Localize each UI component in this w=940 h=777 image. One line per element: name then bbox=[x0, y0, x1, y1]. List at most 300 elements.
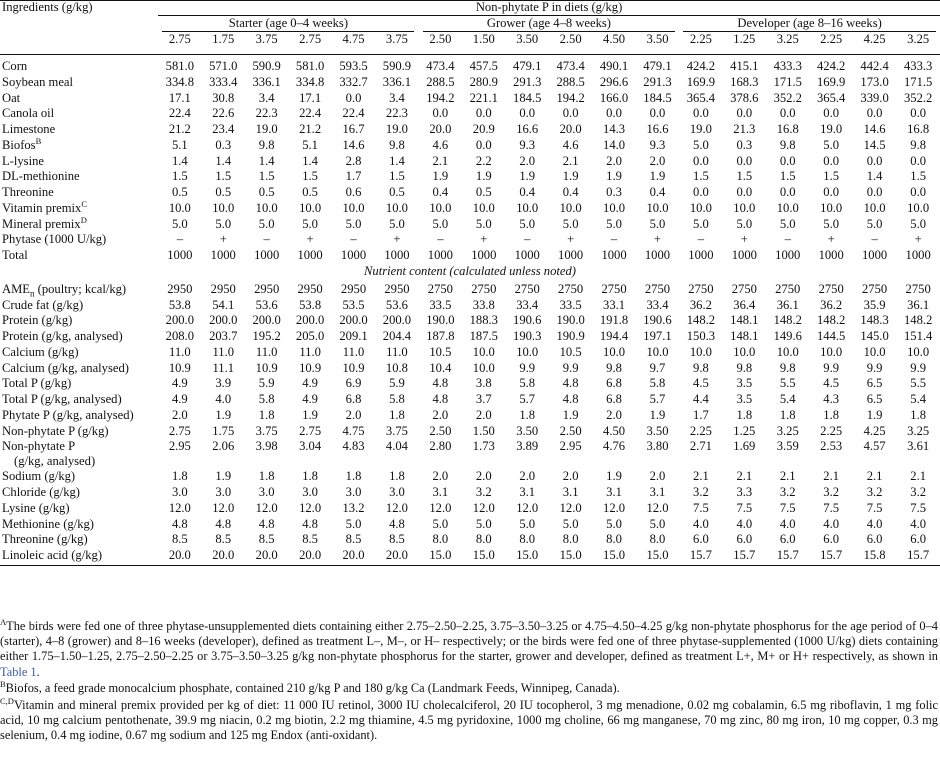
cell-9: 2.0 bbox=[562, 469, 579, 484]
cell-1: 3.9 bbox=[215, 376, 232, 391]
cell-10: 1.9 bbox=[606, 469, 622, 484]
footnote-a-text: The birds were fed one of three phytase-unsupplemented diets containing either 2.75–2.50–2.25, 3.75–3.50–3.25 or 4.75–4.50–4.25 g/kg non-phytate phosphorus for the age period of 0–4 (starter), 4–8 (grower) and 8–16 weeks (developer), defined as treatment L–, M–, or H– respectively; or the birds were fed one of three phytase-supplemented (1000 U/kg) diets containing either 1.75–1.50–1.25, 2.75–2.50–2.25 or 3.75–3.50–3.25 g/kg non-phytate phosphorus for the starter, grower and developer, defined as treatment L+, M+ or H+ respectively, as shown in bbox=[0, 619, 938, 664]
cell-14: 6.0 bbox=[779, 532, 796, 547]
cell-7: 1000 bbox=[471, 248, 497, 262]
cell-15: 1.8 bbox=[823, 407, 840, 422]
cell-4: 2.0 bbox=[345, 407, 362, 422]
cell-1: 11.0 bbox=[212, 344, 235, 359]
cell-2: 20.0 bbox=[255, 548, 278, 562]
cell-7: 0.0 bbox=[475, 106, 492, 121]
cell-8: 5.7 bbox=[519, 392, 536, 406]
cell-3: 53.8 bbox=[299, 297, 322, 312]
cell-9: 2.50 bbox=[559, 423, 582, 438]
cell-16: 442.4 bbox=[860, 59, 889, 73]
cell-3: 10.0 bbox=[299, 200, 322, 215]
cell-7: 1.73 bbox=[472, 439, 495, 454]
cell-3: 2.75 bbox=[299, 423, 322, 438]
period-header-0: Starter (age 0–4 weeks) bbox=[228, 16, 349, 30]
cell-14: 0.0 bbox=[779, 106, 796, 121]
cell-16: 2750 bbox=[861, 281, 888, 296]
footnote-b-text: Biofos, a feed grade monocalcium phosphate, contained 210 g/kg P and 180 g/kg Ca (Landmark Feeds, Winnipeg, Canada). bbox=[5, 681, 620, 696]
cell-16: 14.6 bbox=[863, 122, 886, 136]
cell-2: 3.0 bbox=[258, 485, 275, 499]
cell-2: 19.0 bbox=[255, 122, 278, 136]
cell-10: 490.1 bbox=[599, 59, 629, 73]
cell-12: 2.1 bbox=[693, 469, 709, 484]
ingredient-row bbox=[0, 59, 940, 75]
cell-7: 10.0 bbox=[472, 344, 495, 359]
cell-3: 3.04 bbox=[299, 439, 322, 454]
cell-11: 3.1 bbox=[649, 485, 666, 499]
cell-1: 0.5 bbox=[215, 185, 232, 199]
cell-12: 169.9 bbox=[686, 74, 716, 89]
cell-8: 9.9 bbox=[519, 360, 536, 375]
cell-1: 8.5 bbox=[215, 532, 232, 547]
cell-11: 3.50 bbox=[646, 423, 669, 438]
cell-1: 1000 bbox=[210, 248, 236, 262]
nutrient-row bbox=[0, 408, 940, 424]
cell-2: 53.6 bbox=[255, 297, 278, 312]
ingredient-row bbox=[0, 248, 940, 264]
cell-0: 20.0 bbox=[168, 548, 191, 562]
cell-17: 2.1 bbox=[910, 469, 927, 484]
row-label: Calcium (g/kg, analysed) bbox=[2, 360, 129, 375]
cell-4: 13.2 bbox=[342, 500, 365, 515]
row-label: Chloride (g/kg) bbox=[2, 485, 80, 499]
cell-17: 1.8 bbox=[910, 407, 927, 422]
cell-7: 3.2 bbox=[475, 485, 492, 499]
cell-7: 5.0 bbox=[475, 216, 492, 231]
cell-17: 0.0 bbox=[910, 153, 927, 168]
cell-11: 5.7 bbox=[649, 392, 666, 406]
cell-10: 10.0 bbox=[603, 344, 626, 359]
cell-15: 6.0 bbox=[823, 532, 840, 547]
cell-0: 208.0 bbox=[165, 329, 194, 343]
cell-15: + bbox=[827, 232, 835, 247]
cell-16: 1.9 bbox=[866, 407, 883, 422]
cell-10: 191.8 bbox=[599, 313, 629, 328]
cell-10: 194.4 bbox=[599, 329, 629, 343]
cell-2: 3.4 bbox=[258, 90, 275, 105]
cell-12: 365.4 bbox=[686, 90, 716, 105]
cell-15: 15.7 bbox=[820, 548, 843, 562]
cell-7: 3.7 bbox=[475, 392, 492, 406]
cell-15: 2.25 bbox=[820, 423, 843, 438]
cell-6: 4.6 bbox=[432, 137, 449, 152]
cell-15: 424.2 bbox=[816, 59, 846, 73]
cell-3: 21.2 bbox=[299, 122, 322, 136]
cell-10: 6.8 bbox=[606, 392, 622, 406]
cell-17: 0.0 bbox=[910, 106, 927, 121]
cell-16: 6.0 bbox=[866, 532, 883, 547]
cell-14: 0.0 bbox=[779, 185, 796, 199]
cell-5: 19.0 bbox=[385, 122, 408, 136]
cell-2: 3.98 bbox=[255, 439, 278, 454]
cell-8: 5.0 bbox=[519, 216, 536, 231]
row-label: Corn bbox=[2, 59, 28, 73]
cell-4: 1.7 bbox=[345, 169, 362, 184]
cell-10: 15.0 bbox=[603, 548, 626, 562]
cell-0: 22.4 bbox=[168, 106, 191, 121]
cell-4: 8.5 bbox=[345, 532, 362, 547]
cell-12: 6.0 bbox=[693, 532, 709, 547]
column-header-5: 3.75 bbox=[385, 32, 408, 46]
nutrient-row bbox=[0, 345, 940, 361]
group-title: Non-phytate P in diets (g/kg) bbox=[475, 0, 623, 14]
cell-12: 7.5 bbox=[693, 500, 709, 515]
cell-11: 197.1 bbox=[643, 329, 672, 343]
cell-10: 3.1 bbox=[606, 485, 622, 499]
cell-6: 12.0 bbox=[429, 500, 452, 515]
cell-8: 479.1 bbox=[513, 59, 542, 73]
cell-8: 291.3 bbox=[513, 74, 542, 89]
column-header-14: 3.25 bbox=[776, 32, 799, 46]
cell-16: 6.5 bbox=[866, 376, 883, 391]
cell-6: 2.50 bbox=[429, 423, 452, 438]
table-footnotes bbox=[0, 616, 938, 745]
footnote-a bbox=[0, 616, 938, 680]
column-header-1: 1.75 bbox=[212, 32, 235, 46]
cell-11: 8.0 bbox=[649, 532, 666, 547]
nutrient-heading-row bbox=[0, 264, 940, 282]
cell-13: 36.4 bbox=[733, 297, 756, 312]
cell-7: 33.8 bbox=[472, 297, 495, 312]
ingredient-row bbox=[0, 75, 940, 91]
cell-7: 5.0 bbox=[475, 516, 492, 531]
cell-9: + bbox=[567, 232, 575, 247]
cell-7: 15.0 bbox=[472, 548, 495, 562]
cell-5: 1.4 bbox=[389, 153, 405, 168]
cell-0: 4.9 bbox=[171, 376, 188, 391]
cell-2: 5.8 bbox=[258, 392, 275, 406]
cell-11: 15.0 bbox=[646, 548, 669, 562]
cell-14: 0.0 bbox=[779, 153, 796, 168]
cell-5: 10.8 bbox=[385, 360, 408, 375]
cell-11: 2.0 bbox=[649, 153, 666, 168]
cell-12: 148.2 bbox=[686, 313, 716, 328]
cell-5: 20.0 bbox=[385, 548, 408, 562]
cell-2: 1.5 bbox=[258, 169, 275, 184]
cell-6: 8.0 bbox=[432, 532, 449, 547]
nutrient-row bbox=[0, 313, 940, 329]
cell-12: 36.2 bbox=[689, 297, 712, 312]
cell-6: 288.5 bbox=[426, 74, 455, 89]
cell-6: 2.0 bbox=[432, 407, 449, 422]
cell-7: 3.8 bbox=[475, 376, 492, 391]
cell-6: 15.0 bbox=[429, 548, 452, 562]
cell-14: 149.6 bbox=[773, 329, 802, 343]
row-label: Canola oil bbox=[2, 106, 55, 121]
cell-3: 22.4 bbox=[299, 106, 322, 121]
cell-13: 1000 bbox=[731, 248, 757, 262]
cell-11: 1000 bbox=[644, 248, 671, 262]
cell-2: 3.75 bbox=[255, 423, 278, 438]
cell-7: 12.0 bbox=[472, 500, 495, 515]
cell-10: 1000 bbox=[601, 248, 627, 262]
cell-13: 168.3 bbox=[730, 74, 759, 89]
cell-1: 4.8 bbox=[215, 516, 232, 531]
cell-15: 144.5 bbox=[816, 329, 846, 343]
cell-2: 1.8 bbox=[258, 407, 275, 422]
cell-15: 0.0 bbox=[823, 106, 840, 121]
cell-11: 2.0 bbox=[649, 469, 666, 484]
row-label: Threonine (g/kg) bbox=[2, 532, 88, 547]
cell-13: 5.0 bbox=[736, 216, 753, 231]
cell-6: 194.2 bbox=[426, 90, 455, 105]
cell-7: 20.9 bbox=[472, 122, 495, 136]
cell-8: 190.6 bbox=[513, 313, 542, 328]
cell-0: 11.0 bbox=[169, 344, 191, 359]
cell-16: 0.0 bbox=[866, 153, 883, 168]
cell-8: 5.0 bbox=[519, 516, 536, 531]
cell-3: 10.9 bbox=[299, 360, 322, 375]
cell-1: 5.0 bbox=[215, 216, 232, 231]
cell-16: 2.1 bbox=[866, 469, 883, 484]
cell-8: 1000 bbox=[514, 248, 540, 262]
cell-6: 5.0 bbox=[432, 516, 449, 531]
cell-17: 15.7 bbox=[907, 548, 930, 562]
cell-15: 4.0 bbox=[823, 516, 840, 531]
row-label-sup: D bbox=[80, 214, 87, 225]
column-header-17: 3.25 bbox=[907, 32, 930, 46]
cell-10: 296.6 bbox=[599, 74, 629, 89]
ingredient-row bbox=[0, 232, 940, 248]
cell-8: 33.4 bbox=[516, 297, 539, 312]
cell-9: 1.9 bbox=[562, 407, 579, 422]
column-header-9: 2.50 bbox=[559, 32, 582, 46]
cell-6: 10.5 bbox=[429, 344, 452, 359]
cell-12: 3.2 bbox=[693, 485, 709, 499]
cell-7: 8.0 bbox=[475, 532, 492, 547]
cell-3: 8.5 bbox=[302, 532, 318, 547]
cell-15: 2.1 bbox=[823, 469, 840, 484]
cell-16: 148.3 bbox=[860, 313, 889, 328]
cell-11: 12.0 bbox=[646, 500, 669, 515]
cell-8: 15.0 bbox=[516, 548, 539, 562]
ingredient-row bbox=[0, 169, 940, 185]
cell-0: 4.8 bbox=[171, 516, 188, 531]
cell-0: 4.9 bbox=[171, 392, 188, 406]
cell-6: 20.0 bbox=[429, 122, 452, 136]
cell-10: 10.0 bbox=[603, 200, 626, 215]
cell-13: 2.1 bbox=[736, 469, 753, 484]
cell-17: 9.9 bbox=[910, 360, 927, 375]
cell-13: 0.0 bbox=[736, 185, 753, 199]
cell-12: 0.0 bbox=[693, 153, 709, 168]
cell-11: 9.7 bbox=[649, 360, 666, 375]
blank-cell bbox=[0, 16, 158, 32]
cell-4: 2.8 bbox=[345, 153, 362, 168]
cell-6: 2.80 bbox=[429, 439, 452, 454]
cell-12: 0.0 bbox=[693, 185, 709, 199]
period-rule-0 bbox=[162, 31, 414, 32]
cell-12: 2.71 bbox=[689, 439, 712, 454]
cell-9: 190.9 bbox=[556, 329, 585, 343]
cell-14: 36.1 bbox=[776, 297, 799, 312]
cell-1: 200.0 bbox=[209, 313, 238, 328]
period-header-2: Developer (age 8–16 weeks) bbox=[737, 16, 882, 30]
row-label-sup: B bbox=[35, 135, 42, 146]
cell-9: 33.5 bbox=[559, 297, 582, 312]
row-label-sup: C bbox=[81, 198, 88, 209]
cell-5: 4.04 bbox=[385, 439, 408, 454]
cell-17: 0.0 bbox=[910, 185, 927, 199]
cell-12: 9.8 bbox=[693, 360, 709, 375]
cell-17: 9.8 bbox=[910, 137, 927, 152]
cell-1: 1.9 bbox=[215, 469, 232, 484]
cell-16: 15.8 bbox=[863, 548, 886, 562]
cell-11: 1.9 bbox=[649, 407, 666, 422]
cell-15: 365.4 bbox=[816, 90, 846, 105]
cell-6: 0.0 bbox=[432, 106, 449, 121]
cell-7: 1.9 bbox=[475, 169, 492, 184]
table-bottom-rule bbox=[0, 565, 940, 566]
cell-0: 2950 bbox=[167, 281, 193, 296]
cell-6: 190.0 bbox=[426, 313, 455, 328]
ingredient-row bbox=[0, 154, 940, 170]
cell-0: 17.1 bbox=[168, 90, 191, 105]
ingredient-row bbox=[0, 185, 940, 201]
cell-12: 4.4 bbox=[693, 392, 709, 406]
cell-15: 10.0 bbox=[820, 200, 843, 215]
row-label: Oat bbox=[2, 90, 21, 105]
footnote-cd-text: Vitamin and mineral premix provided per kg of diet: 11 000 IU retinol, 3000 IU cholecalciferol, 20 IU tocopherol, 3 mg menadione, 0.02 mg cobalamin, 6.5 mg riboflavin, 1 mg folic acid, 10 mg calcium pentothenate, 39.9 mg niacin, 0.2 mg biotin, 2.2 mg thiamine, 4.5 mg pyridoxine, 1000 mg choline, 66 mg manganese, 70 mg zinc, 80 mg iron, 10 mg copper, 0.3 mg selenium, 0.4 mg iodine, 0.67 mg sodium and 125 mg Endox (anti-oxidant). bbox=[0, 697, 938, 743]
cell-2: 0.5 bbox=[258, 185, 275, 199]
cell-15: 0.0 bbox=[823, 185, 840, 199]
ingredient-row bbox=[0, 106, 940, 122]
cell-1: 1.9 bbox=[215, 407, 232, 422]
cell-11: 10.0 bbox=[646, 344, 669, 359]
cell-7: 0.0 bbox=[475, 137, 492, 152]
table-1-link[interactable]: Table 1 bbox=[0, 664, 37, 679]
footnote-a-end: . bbox=[36, 664, 40, 679]
cell-0: 1000 bbox=[167, 248, 193, 262]
cell-13: 10.0 bbox=[733, 200, 756, 215]
cell-3: 1.8 bbox=[302, 469, 318, 484]
cell-7: 280.9 bbox=[469, 74, 498, 89]
cell-15: 2750 bbox=[818, 281, 844, 296]
cell-9: 190.0 bbox=[556, 313, 585, 328]
cell-2: 2950 bbox=[254, 281, 280, 296]
cell-10: 33.1 bbox=[603, 297, 626, 312]
cell-9: 10.0 bbox=[559, 200, 582, 215]
column-header-4: 4.75 bbox=[342, 32, 365, 46]
cell-5: 8.5 bbox=[389, 532, 405, 547]
cell-0: 1.8 bbox=[171, 469, 188, 484]
nutrient-row bbox=[0, 548, 940, 564]
cell-15: 4.3 bbox=[823, 392, 840, 406]
cell-4: – bbox=[350, 232, 357, 247]
cell-16: 339.0 bbox=[860, 90, 889, 105]
cell-15: 36.2 bbox=[820, 297, 843, 312]
cell-11: 10.0 bbox=[646, 200, 669, 215]
row-label: Linoleic acid (g/kg) bbox=[2, 548, 103, 562]
cell-1: + bbox=[219, 232, 227, 247]
column-header-13: 1.25 bbox=[733, 32, 756, 46]
blank-cell bbox=[0, 32, 158, 54]
cell-11: 3.80 bbox=[646, 439, 669, 454]
cell-15: 169.9 bbox=[816, 74, 846, 89]
cell-14: 1.8 bbox=[779, 407, 796, 422]
cell-7: 2.2 bbox=[475, 153, 492, 168]
footnote-cd bbox=[0, 695, 938, 744]
cell-6: 2.0 bbox=[432, 469, 449, 484]
cell-8: 1.9 bbox=[519, 169, 536, 184]
cell-9: 2750 bbox=[558, 281, 584, 296]
cell-16: 9.9 bbox=[866, 360, 883, 375]
cell-7: 10.0 bbox=[472, 200, 495, 215]
cell-1: 23.4 bbox=[212, 122, 235, 136]
cell-14: 16.8 bbox=[776, 122, 799, 136]
cell-1: 571.0 bbox=[209, 59, 238, 73]
cell-3: 205.0 bbox=[295, 329, 325, 343]
cell-10: 2750 bbox=[601, 281, 627, 296]
cell-2: 9.8 bbox=[258, 137, 275, 152]
cell-17: 3.2 bbox=[910, 485, 927, 499]
row-label: Calcium (g/kg) bbox=[2, 344, 79, 359]
cell-8: 0.0 bbox=[519, 106, 536, 121]
cell-9: 0.4 bbox=[562, 185, 579, 199]
cell-9: 3.1 bbox=[562, 485, 579, 499]
cell-13: 9.8 bbox=[736, 360, 753, 375]
cell-12: 150.3 bbox=[686, 329, 716, 343]
cell-4: 1000 bbox=[340, 248, 367, 262]
cell-8: 2.0 bbox=[519, 469, 536, 484]
cell-11: 190.6 bbox=[643, 313, 672, 328]
cell-8: 184.5 bbox=[513, 90, 542, 105]
cell-0: 10.9 bbox=[168, 360, 191, 375]
cell-1: 1.75 bbox=[212, 423, 235, 438]
cell-16: 10.0 bbox=[863, 344, 886, 359]
cell-5: 10.0 bbox=[385, 200, 408, 215]
cell-12: 424.2 bbox=[686, 59, 716, 73]
cell-15: 19.0 bbox=[820, 122, 843, 136]
cell-17: 1.5 bbox=[910, 169, 927, 184]
cell-16: 173.0 bbox=[860, 74, 889, 89]
nutrient-row bbox=[0, 392, 940, 408]
cell-14: 7.5 bbox=[779, 500, 796, 515]
cell-3: 5.0 bbox=[302, 216, 318, 231]
cell-17: 4.0 bbox=[910, 516, 927, 531]
cell-9: 2.1 bbox=[562, 153, 579, 168]
cell-4: 5.0 bbox=[345, 516, 362, 531]
cell-2: 1000 bbox=[254, 248, 280, 262]
cell-14: 9.8 bbox=[779, 137, 796, 152]
cell-17: 151.4 bbox=[903, 329, 933, 343]
cell-0: 3.0 bbox=[171, 485, 188, 499]
cell-11: 5.8 bbox=[649, 376, 666, 391]
cell-15: 0.0 bbox=[823, 153, 840, 168]
cell-4: 11.0 bbox=[342, 344, 365, 359]
cell-4: 53.5 bbox=[342, 297, 365, 312]
cell-6: 3.1 bbox=[432, 485, 449, 499]
cell-1: 333.4 bbox=[209, 74, 238, 89]
nutrient-row bbox=[0, 532, 940, 548]
cell-12: 0.0 bbox=[693, 106, 709, 121]
cell-3: 5.1 bbox=[302, 137, 318, 152]
cell-17: 1000 bbox=[905, 248, 931, 262]
cell-2: 1.4 bbox=[258, 153, 275, 168]
cell-11: 16.6 bbox=[646, 122, 669, 136]
cell-3: 17.1 bbox=[299, 90, 322, 105]
row-label: DL-methionine bbox=[2, 169, 80, 184]
cell-7: + bbox=[480, 232, 488, 247]
cell-8: – bbox=[524, 232, 531, 247]
row-label: Mineral premix$^D$ bbox=[2, 214, 87, 231]
cell-12: 19.0 bbox=[689, 122, 712, 136]
cell-9: 288.5 bbox=[556, 74, 585, 89]
column-header-10: 4.50 bbox=[603, 32, 626, 46]
